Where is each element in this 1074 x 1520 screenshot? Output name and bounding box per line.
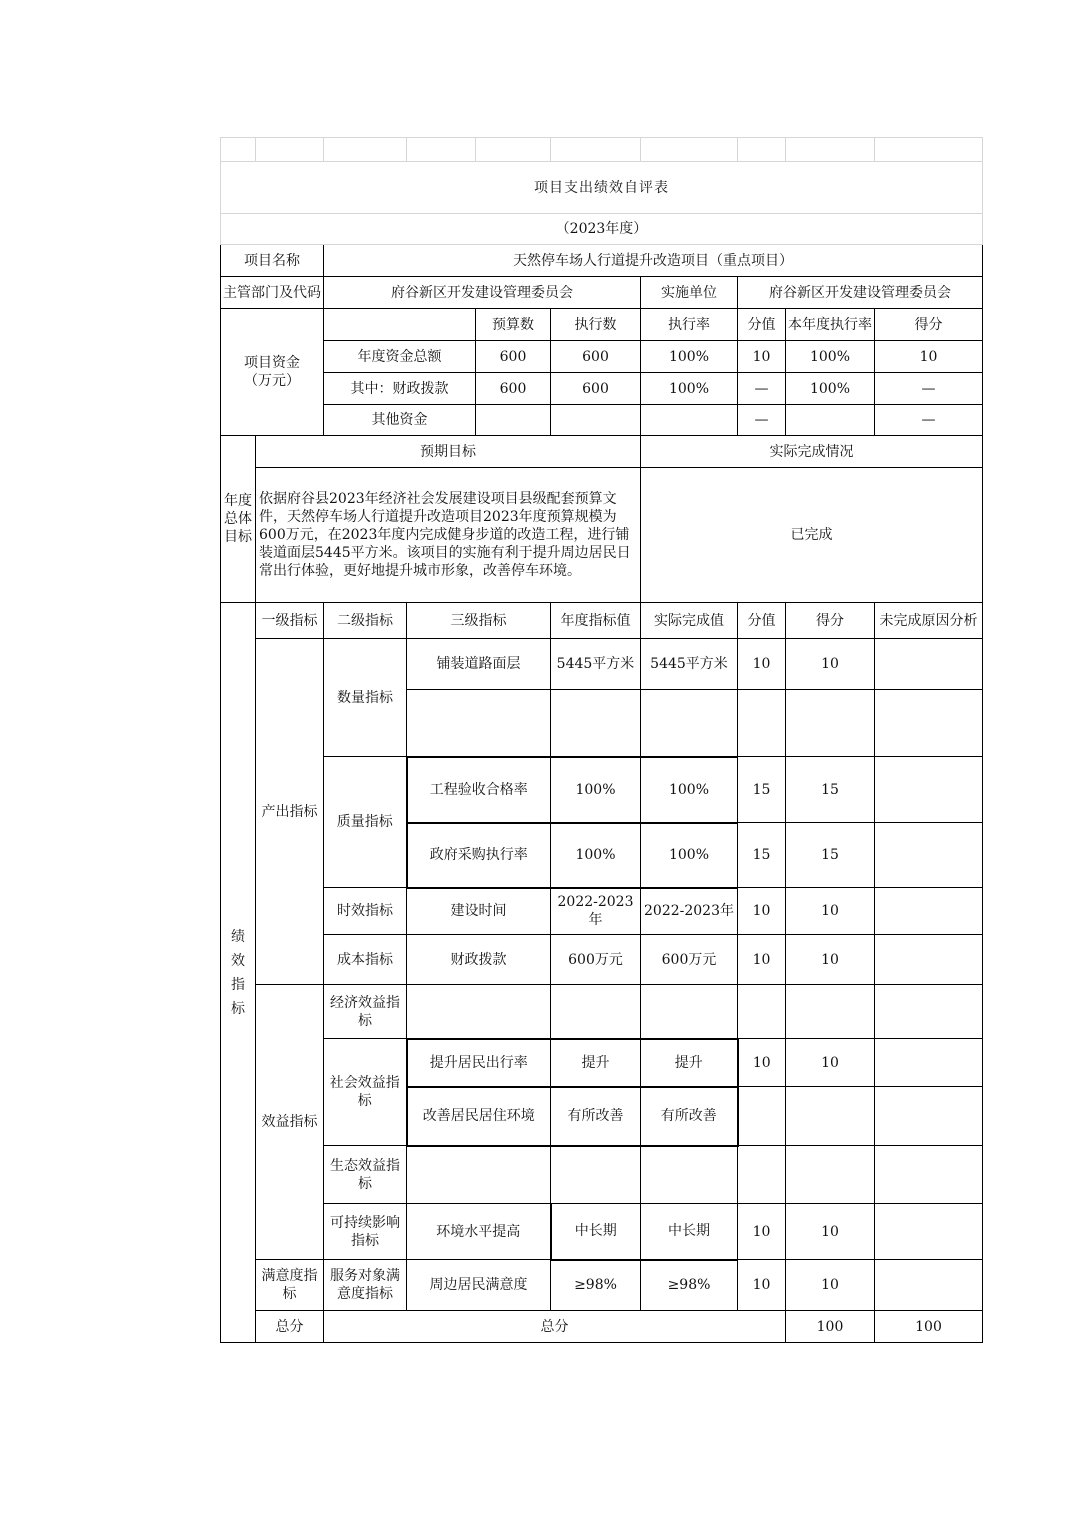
- header-level1: 一级指标: [256, 603, 324, 639]
- header-score: 得分: [786, 603, 875, 639]
- indicator-score: 10: [786, 639, 875, 690]
- output-indicator-label: 产出指标: [256, 639, 324, 985]
- indicator-actual: [641, 1146, 738, 1204]
- indicator-score: 10: [786, 1039, 875, 1087]
- benefit-indicator-label: 效益指标: [256, 985, 324, 1260]
- impl-unit-value: 府谷新区开发建设管理委员会: [738, 277, 983, 309]
- indicator-score-value: 15: [738, 757, 786, 823]
- satisfaction-indicator-label: 满意度指标: [256, 1260, 324, 1311]
- project-name-label: 项目名称: [221, 245, 324, 277]
- indicator-score-value: [738, 1146, 786, 1204]
- indicator-reason: [875, 985, 983, 1039]
- funds-row-label: 年度资金总额: [324, 341, 476, 373]
- funds-exec: [551, 405, 641, 436]
- header-actual: 实际完成值: [641, 603, 738, 639]
- funds-rate: 100%: [641, 373, 738, 405]
- funds-exec: 600: [551, 373, 641, 405]
- quality-indicator-label: 质量指标: [324, 757, 407, 888]
- header-level3: 三级指标: [407, 603, 551, 639]
- indicator-score-value: 15: [738, 823, 786, 888]
- indicator-reason: [875, 1087, 983, 1146]
- indicator-reason: [875, 1146, 983, 1204]
- performance-self-evaluation-table: [220, 137, 983, 1343]
- indicator-row: [221, 888, 983, 935]
- indicator-score-value: 10: [738, 1260, 786, 1311]
- indicator-score-value: [738, 1087, 786, 1146]
- funds-header-exec: 执行数: [551, 309, 641, 341]
- indicator-row: [221, 1146, 983, 1204]
- indicator-actual: 600万元: [641, 935, 738, 985]
- header-target: 年度指标值: [551, 603, 641, 639]
- funds-row-total: [221, 341, 983, 373]
- funds-budget: [476, 405, 551, 436]
- indicator-name: 财政拨款: [407, 935, 551, 985]
- dept-value: 府谷新区开发建设管理委员会: [324, 277, 641, 309]
- funds-header-budget: 预算数: [476, 309, 551, 341]
- indicator-score: 15: [786, 823, 875, 888]
- indicator-score: [786, 1087, 875, 1146]
- indicator-name: [407, 690, 551, 757]
- indicator-reason: [875, 1260, 983, 1311]
- funds-row-other: [221, 405, 983, 436]
- funds-score-value: —: [738, 405, 786, 436]
- indicator-actual: 2022-2023年: [641, 888, 738, 935]
- social-indicator-label: 社会效益指标: [324, 1039, 407, 1146]
- indicator-row: [221, 1039, 983, 1087]
- indicator-target: [551, 985, 641, 1039]
- indicator-score: 10: [786, 1260, 875, 1311]
- ecological-indicator-label: 生态效益指标: [324, 1146, 407, 1204]
- funds-row-label: 其中：财政拨款: [324, 373, 476, 405]
- indicator-target: 100%: [551, 757, 641, 823]
- indicator-row: [221, 639, 983, 690]
- funds-annual-rate: 100%: [786, 373, 875, 405]
- funds-rate: 100%: [641, 341, 738, 373]
- indicator-name: 铺装道路面层: [407, 639, 551, 690]
- indicator-actual: [641, 985, 738, 1039]
- timeliness-indicator-label: 时效指标: [324, 888, 407, 935]
- indicator-score: 10: [786, 935, 875, 985]
- indicator-name: 环境水平提高: [407, 1204, 551, 1260]
- expected-goal-text: 依据府谷县2023年经济社会发展建设项目县级配套预算文件，天然停车场人行道提升改造项目2023年度预算规模为600万元，在2023年度内完成健身步道的改造工程，进行铺装道面层5445平方米。该项目的实施有利于提升周边居民日常出行体验，更好地提升城市形象，改善停车环境。: [256, 468, 641, 603]
- indicator-target: 提升: [551, 1039, 641, 1087]
- indicator-name: 周边居民满意度: [407, 1260, 551, 1311]
- perf-indicators-label: [221, 603, 256, 1343]
- indicator-row: [221, 757, 983, 823]
- indicator-score: [786, 985, 875, 1039]
- indicator-target: [551, 1146, 641, 1204]
- indicator-target: [551, 690, 641, 757]
- indicator-actual: 有所改善: [641, 1087, 738, 1146]
- impl-unit-label: 实施单位: [641, 277, 738, 309]
- quantity-indicator-label: 数量指标: [324, 639, 407, 757]
- indicator-target: 600万元: [551, 935, 641, 985]
- indicator-score-value: 10: [738, 1204, 786, 1260]
- indicator-target: 2022-2023年: [551, 888, 641, 935]
- total-label-center: 总分: [324, 1311, 786, 1343]
- indicator-actual: [641, 690, 738, 757]
- indicator-name: 改善居民居住环境: [407, 1087, 551, 1146]
- indicator-target: 有所改善: [551, 1087, 641, 1146]
- indicator-name: [407, 1146, 551, 1204]
- funds-exec: 600: [551, 341, 641, 373]
- funds-budget: 600: [476, 373, 551, 405]
- funds-score: —: [875, 373, 983, 405]
- funds-row-fiscal: [221, 373, 983, 405]
- indicator-score: [786, 690, 875, 757]
- indicator-actual: 100%: [641, 757, 738, 823]
- indicator-reason: [875, 888, 983, 935]
- economic-indicator-label: 经济效益指标: [324, 985, 407, 1039]
- indicator-target: 100%: [551, 823, 641, 888]
- funds-unit-text: （万元）: [244, 373, 300, 389]
- sustainable-indicator-label: 可持续影响指标: [324, 1204, 407, 1260]
- indicator-score-value: 10: [738, 1039, 786, 1087]
- funds-rate: [641, 405, 738, 436]
- indicator-row: [221, 935, 983, 985]
- report-year: （2023年度）: [221, 214, 983, 245]
- funds-score-value: 10: [738, 341, 786, 373]
- indicator-reason: [875, 757, 983, 823]
- indicator-score: 15: [786, 757, 875, 823]
- indicator-score: [786, 1146, 875, 1204]
- perf-indicators-text: 绩效指标: [231, 928, 245, 1017]
- funds-score: —: [875, 405, 983, 436]
- indicator-target: 5445平方米: [551, 639, 641, 690]
- indicator-score-value: 10: [738, 888, 786, 935]
- total-label: 总分: [256, 1311, 324, 1343]
- indicator-reason: [875, 690, 983, 757]
- indicator-row: [221, 985, 983, 1039]
- indicator-reason: [875, 1039, 983, 1087]
- funds-score-value: —: [738, 373, 786, 405]
- indicator-score: 10: [786, 1204, 875, 1260]
- total-score: 100: [875, 1311, 983, 1343]
- funds-label-text: 项目资金: [244, 355, 300, 371]
- funds-annual-rate: 100%: [786, 341, 875, 373]
- header-score-value: 分值: [738, 603, 786, 639]
- indicator-score-value: [738, 690, 786, 757]
- funds-score: 10: [875, 341, 983, 373]
- indicator-score-value: [738, 985, 786, 1039]
- indicator-reason: [875, 823, 983, 888]
- indicator-actual: 5445平方米: [641, 639, 738, 690]
- funds-header-rate: 执行率: [641, 309, 738, 341]
- indicator-row: [221, 1204, 983, 1260]
- indicator-score-value: 10: [738, 935, 786, 985]
- indicator-actual: 提升: [641, 1039, 738, 1087]
- expected-goal-header: 预期目标: [256, 436, 641, 468]
- indicator-name: 提升居民出行率: [407, 1039, 551, 1087]
- header-level2: 二级指标: [324, 603, 407, 639]
- total-row: [221, 1311, 983, 1343]
- funds-label: [221, 309, 324, 436]
- total-score-value: 100: [786, 1311, 875, 1343]
- cost-indicator-label: 成本指标: [324, 935, 407, 985]
- indicator-name: 工程验收合格率: [407, 757, 551, 823]
- indicator-actual: ≥98%: [641, 1260, 738, 1311]
- funds-header-score-value: 分值: [738, 309, 786, 341]
- indicator-target: ≥98%: [551, 1260, 641, 1311]
- indicator-reason: [875, 935, 983, 985]
- indicator-name: 建设时间: [407, 888, 551, 935]
- annual-goal-label: 年度总体目标: [221, 436, 256, 603]
- funds-annual-rate: [786, 405, 875, 436]
- indicator-actual: 100%: [641, 823, 738, 888]
- dept-label: 主管部门及代码: [221, 277, 324, 309]
- service-indicator-label: 服务对象满意度指标: [324, 1260, 407, 1311]
- indicator-name: [407, 985, 551, 1039]
- indicator-score-value: 10: [738, 639, 786, 690]
- indicator-target: 中长期: [551, 1204, 641, 1260]
- funds-header-blank: [324, 309, 476, 341]
- funds-row-label: 其他资金: [324, 405, 476, 436]
- indicator-row: [221, 1260, 983, 1311]
- page-title: 项目支出绩效自评表: [221, 162, 983, 214]
- indicator-actual: 中长期: [641, 1204, 738, 1260]
- indicator-reason: [875, 639, 983, 690]
- funds-header-score: 得分: [875, 309, 983, 341]
- indicator-name: 政府采购执行率: [407, 823, 551, 888]
- funds-budget: 600: [476, 341, 551, 373]
- header-reason: 未完成原因分析: [875, 603, 983, 639]
- project-name-value: 天然停车场人行道提升改造项目（重点项目）: [324, 245, 983, 277]
- funds-header-annual-rate: 本年度执行率: [786, 309, 875, 341]
- actual-completion-header: 实际完成情况: [641, 436, 983, 468]
- indicator-score: 10: [786, 888, 875, 935]
- indicator-reason: [875, 1204, 983, 1260]
- grid-header-row: [221, 138, 983, 162]
- actual-completion-text: 已完成: [641, 468, 983, 603]
